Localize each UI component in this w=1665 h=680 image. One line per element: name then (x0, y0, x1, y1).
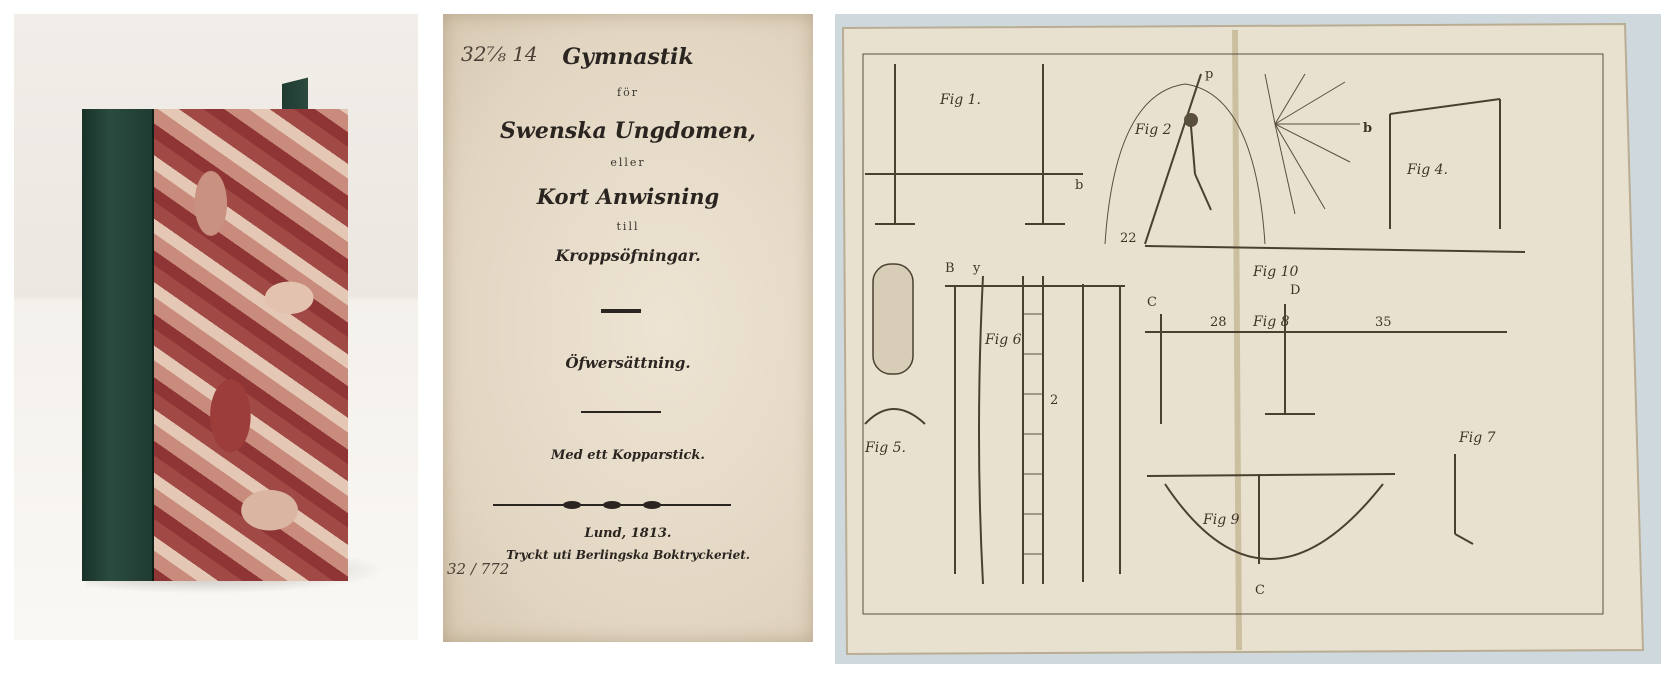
title-ofwersattning: Öfwersättning. (565, 354, 691, 372)
svg-text:28: 28 (1210, 315, 1227, 330)
fig8-label: Fig 8 (1253, 314, 1290, 330)
book-cover (82, 109, 348, 581)
svg-text:C: C (1255, 583, 1265, 598)
book-photo (14, 14, 418, 640)
fig10-label: Fig 10 (1253, 264, 1299, 280)
svg-text:2: 2 (1050, 393, 1059, 408)
fig5-label: Fig 5. (865, 440, 906, 456)
svg-text:D: D (1290, 283, 1301, 298)
svg-text:y: y (973, 261, 981, 276)
title-page (443, 14, 813, 642)
fig4-label: Fig 4. (1407, 162, 1448, 178)
title-kopparstick: Med ett Kopparstick. (551, 448, 705, 463)
ornament-dot-3 (643, 501, 661, 509)
ornament-dot-1 (563, 501, 581, 509)
imprint-place-date: Lund, 1813. (584, 526, 672, 541)
fig9-label: Fig 9 (1203, 512, 1240, 528)
fig1-label: Fig 1. (940, 92, 981, 108)
book-spine (82, 109, 152, 581)
svg-text:B: B (945, 261, 955, 276)
title-for: för (617, 86, 639, 99)
title-kroppsofningar: Kroppsöfningar. (555, 246, 701, 265)
plate-paper (843, 24, 1643, 654)
title-swenska-ungdomen: Swenska Ungdomen, (500, 118, 756, 144)
fig7-label: Fig 7 (1459, 430, 1496, 446)
imprint-printer: Tryckt uti Berlingska Boktryckeriet. (506, 548, 750, 562)
svg-text:b: b (1363, 121, 1373, 136)
ornament-dot-2 (603, 501, 621, 509)
fig6-label: Fig 6 (985, 332, 1022, 348)
fig2-label: Fig 2 (1135, 122, 1172, 138)
copperplate-engraving (835, 14, 1661, 664)
shelfmark-top: 32⅞ 14 (461, 42, 538, 66)
title-gymnastik: Gymnastik (562, 44, 694, 70)
title-eller: eller (610, 156, 646, 169)
divider-1 (601, 309, 641, 313)
svg-text:b: b (1075, 178, 1084, 193)
marbled-board (152, 109, 348, 581)
title-kort-anwisning: Kort Anwisning (536, 184, 720, 209)
svg-text:22: 22 (1120, 231, 1137, 246)
svg-text:p: p (1205, 67, 1214, 82)
title-till: till (616, 220, 640, 233)
svg-text:35: 35 (1375, 315, 1392, 330)
shelfmark-bottom: 32 / 772 (447, 560, 510, 578)
svg-text:C: C (1147, 295, 1157, 310)
plate-svg (835, 14, 1661, 664)
divider-2 (581, 411, 661, 413)
